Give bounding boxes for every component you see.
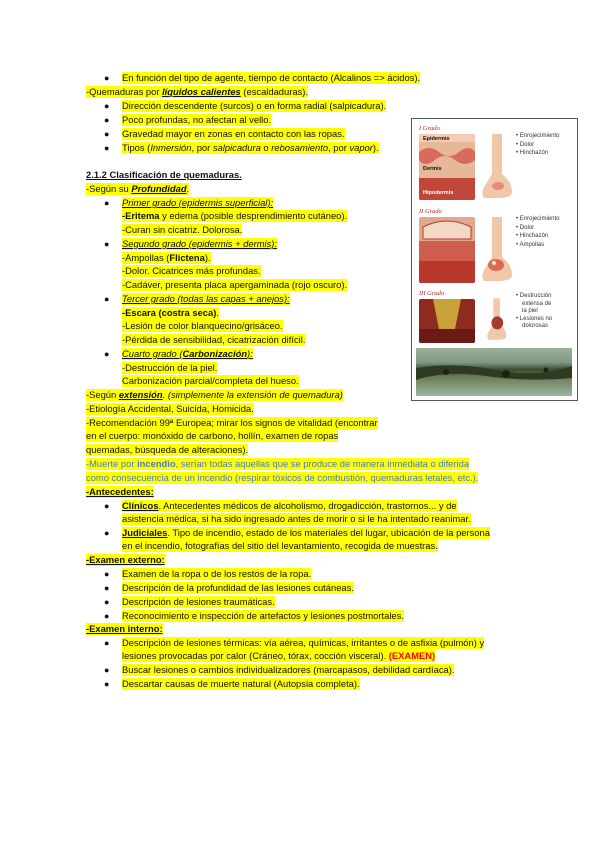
symptom-item: • Enrojecimiento <box>516 132 559 141</box>
text-line: en el incendio, fotografías del sitio del levantamiento, recogida de muestras. <box>122 540 438 551</box>
bullet-icon: ● <box>104 239 110 249</box>
symptom-item: • Hinchazón <box>516 149 559 158</box>
figure-panel-third-degree <box>416 287 572 345</box>
skin-section-image <box>419 217 475 283</box>
bullet-icon: ● <box>104 143 110 153</box>
bullet-icon: ● <box>104 294 110 304</box>
text-line: Tipos (Inmersión, por salpicadura o rebosamiento, por vapor). <box>122 142 379 153</box>
symptom-item: • Hinchazón <box>516 232 559 241</box>
grade-label: II Grado <box>419 208 442 215</box>
foot-illustration-icon <box>478 297 514 341</box>
figure-panel-second-degree <box>416 205 572 287</box>
section-heading: -Antecedentes: <box>86 486 154 497</box>
bullet-icon: ● <box>104 129 110 139</box>
bullet-icon: ● <box>104 611 110 621</box>
section-heading: -Examen externo: <box>86 554 165 565</box>
symptom-item: • Lesiones no <box>516 316 552 324</box>
text-line: Judiciales. Tipo de incendio, estado de los materiales del lugar, ubicación de la persona <box>122 527 490 538</box>
bullet-icon: ● <box>104 597 110 607</box>
bullet-icon: ● <box>104 501 110 511</box>
bullet-icon: ● <box>104 198 110 208</box>
text-line: Buscar lesiones o cambios individualizadores (marcapasos, debilidad cardíaca). <box>122 664 455 675</box>
skin-section-image <box>419 134 475 200</box>
text-line: Primer grado (epidermis superficial): <box>122 197 274 208</box>
bullet-icon: ● <box>104 638 110 648</box>
text-line: Descripción de lesiones térmicas: vía aérea, químicas, irritantes o de asfixia (pulmón) y <box>122 637 485 648</box>
text-line: -Pérdida de sensibilidad, cicatrización difícil. <box>122 334 306 345</box>
symptom-item-cont: la piel <box>522 308 538 314</box>
text-line: Clínicos. Antecedentes médicos de alcoholismo, drogadicción, trastornos... y de <box>122 500 457 511</box>
text-line: -Dolor. Cicatrices más profundas. <box>122 265 261 276</box>
text-line: -Lesión de color blanquecino/grisáceo. <box>122 320 283 331</box>
text-line: Tercer grado (todas las capas + anejos): <box>122 293 290 304</box>
text-line: Cuarto grado (Carbonización): <box>122 348 253 359</box>
bullet-icon: ● <box>104 679 110 689</box>
section-heading: 2.1.2 Clasificación de quemaduras. <box>86 169 242 180</box>
bullet-icon: ● <box>104 665 110 675</box>
burn-degrees-figure <box>411 118 578 401</box>
text-line: -Quemaduras por líquidos calientes (escaldaduras). <box>86 86 308 97</box>
text-line: Dirección descendente (surcos) o en forma radial (salpicadura). <box>122 100 387 111</box>
text-line: -Cadáver, presenta placa apergaminada (rojo oscuro). <box>122 279 348 290</box>
bullet-icon: ● <box>104 583 110 593</box>
bullet-icon: ● <box>104 115 110 125</box>
symptom-list <box>516 293 552 331</box>
text-line: Gravedad mayor en zonas en contacto con las ropas. <box>122 128 345 139</box>
carbonized-remains-photo <box>416 348 572 396</box>
symptom-list <box>516 132 559 158</box>
text-line: Examen de la ropa o de los restos de la ropa. <box>122 568 312 579</box>
text-line: -Muerte por incendio, serían todas aquellas que se produce de manera inmediata o diferida <box>86 458 470 469</box>
symptom-item: • Dolor <box>516 141 559 150</box>
bullet-icon: ● <box>104 528 110 538</box>
symptom-item: • Destrucción <box>516 293 552 301</box>
text-line: en el cuerpo: monóxido de carbono, hollín, examen de ropas <box>86 430 339 441</box>
text-line: -Según su Profundidad. <box>86 183 190 194</box>
text-line: Poco profundas, no afectan al vello. <box>122 114 272 125</box>
skin-section-image <box>419 299 475 343</box>
symptom-item: • Ampollas <box>516 241 559 250</box>
text-line: Carbonización parcial/completa del hueso. <box>122 375 299 386</box>
text-line: asistencia médica, si ha sido ingresado antes de morir o si le ha intentado reanimar. <box>122 513 471 524</box>
bullet-icon: ● <box>104 349 110 359</box>
text-line: -Curan sin cicatriz. Dolorosa. <box>122 224 243 235</box>
layer-label: Dermis <box>423 166 442 172</box>
grade-label: III Grado <box>419 290 445 297</box>
bullet-icon: ● <box>104 73 110 83</box>
text-line: Descripción de lesiones traumáticas. <box>122 596 275 607</box>
text-line: quemadas, búsqueda de alteraciones). <box>86 444 249 455</box>
skin-blister-icon <box>419 217 475 283</box>
text-line: -Recomendación 99ª Europea; mirar los signos de vitalidad (encontrar <box>86 417 378 428</box>
text-line: como consecuencia de un incendio (respirar tóxicos de combustión, quemaduras letales, etc.). <box>86 472 479 483</box>
charred-texture-icon <box>416 348 572 396</box>
symptom-item: • Enrojecimiento <box>516 215 559 224</box>
layer-label: Epidermis <box>423 136 450 142</box>
text-line: lesiones provocadas por calor (Cráneo, tórax, cocción visceral). (EXAMEN) <box>122 650 436 661</box>
text-line: -Eritema y edema (posible desprendimiento cutáneo). <box>122 210 348 221</box>
symptom-item: • Dolor <box>516 224 559 233</box>
symptom-item-cont: dolorosas <box>522 323 549 329</box>
text-line: Reconocimiento e inspección de artefactos y lesiones postmortales. <box>122 610 404 621</box>
text-line: -Etiología Accidental, Suicida, Homicida. <box>86 403 254 414</box>
skin-destruction-icon <box>419 299 475 343</box>
foot-illustration-icon <box>478 215 514 283</box>
figure-panel-first-degree <box>416 122 572 204</box>
bullet-icon: ● <box>104 101 110 111</box>
text-line: -Según extensión. (simplemente la extensión de quemadura) <box>86 389 343 400</box>
symptom-list <box>516 215 559 249</box>
layer-label: Hipodermis <box>423 190 454 196</box>
text-line: En función del tipo de agente, tiempo de contacto (Alcalinos => ácidos). <box>122 72 421 83</box>
foot-illustration-icon <box>478 132 514 200</box>
text-line: -Destrucción de la piel. <box>122 362 218 373</box>
text-line: Descripción de la profundidad de las lesiones cutáneas. <box>122 582 354 593</box>
section-heading: -Examen interno: <box>86 623 163 634</box>
text-line: -Ampollas (Flictena). <box>122 252 211 263</box>
bullet-icon: ● <box>104 569 110 579</box>
text-line: -Escara (costra seca). <box>122 307 219 318</box>
text-line: Descartar causas de muerte natural (Autopsia completa). <box>122 678 360 689</box>
symptom-item-cont: extensa de <box>522 300 552 307</box>
text-line: Segundo grado (epidermis + dermis): <box>122 238 278 249</box>
grade-label: I Grado <box>419 125 440 132</box>
